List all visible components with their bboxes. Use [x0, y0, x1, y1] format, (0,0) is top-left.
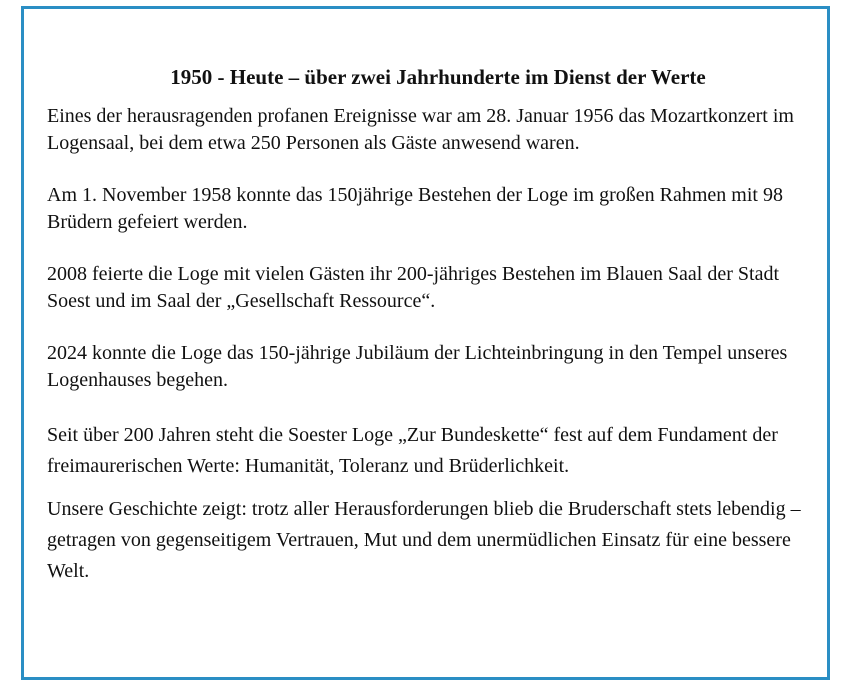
page-title: 1950 - Heute – über zwei Jahrhunderte im Dienst der Werte [170, 65, 706, 89]
text-body [47, 63, 827, 587]
paragraph-jubilaeum-2024: 2024 konnte die Loge das 150-jährige Jubiläum der Lichteinbringung in den Tempel unseres Logenhauses begehen. [47, 342, 788, 391]
paragraph-mozartkonzert: Eines der herausragenden profanen Ereignisse war am 28. Januar 1956 das Mozartkonzert im Logensaal, bei dem etwa 250 Personen als Gäste anwesend waren. [47, 105, 794, 154]
paragraph-werte: Seit über 200 Jahren steht die Soester Loge „Zur Bundeskette“ fest auf dem Fundament der freimaurerischen Werte: Humanität, Toleranz und Brüderlichkeit. [47, 424, 778, 477]
paragraph-geschichte: Unsere Geschichte zeigt: trotz aller Herausforderungen blieb die Bruderschaft stets lebendig – getragen von gegenseitigem Vertrauen, Mut und dem unermüdlichen Einsatz für eine bessere Welt. [47, 498, 801, 582]
content-frame [21, 6, 830, 680]
paragraph-150-jahre: Am 1. November 1958 konnte das 150jährige Bestehen der Loge im großen Rahmen mit 98 Brüdern gefeiert werden. [47, 184, 783, 233]
paragraph-200-jahre: 2008 feierte die Loge mit vielen Gästen ihr 200-jähriges Bestehen im Blauen Saal der Stadt Soest und im Saal der „Gesellschaft Ressource“. [47, 263, 780, 312]
